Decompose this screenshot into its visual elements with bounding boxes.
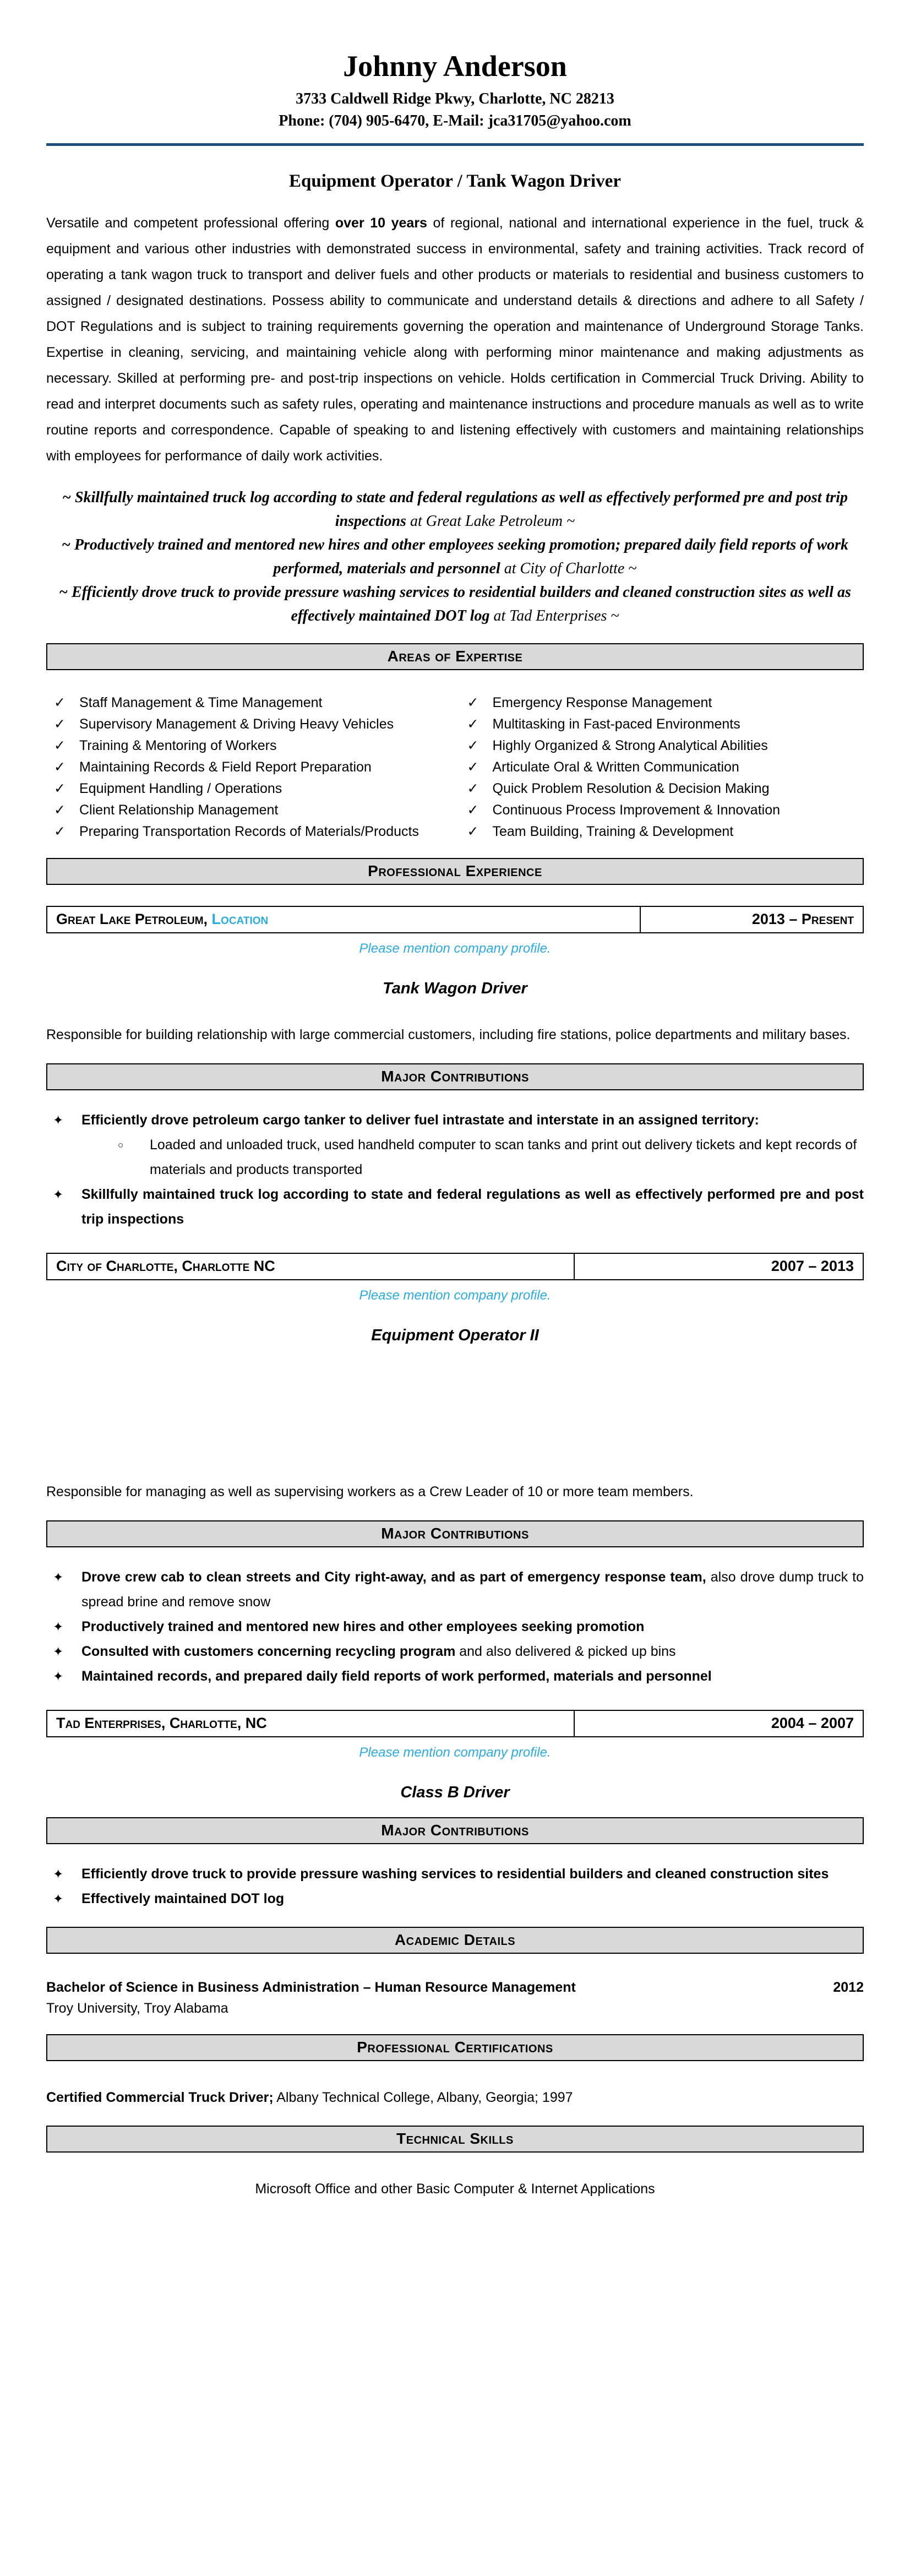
contribution-rest: and also delivered & picked up bins [455, 1644, 676, 1659]
summary-lead: Versatile and competent professional offering [46, 215, 335, 231]
expertise-item [54, 735, 451, 757]
certification-line [46, 2085, 864, 2110]
job-description: Responsible for building relationship with large commercial customers, including fire stations, police departments and military bases. [46, 1027, 851, 1042]
expertise-label: Client Relationship Management [79, 802, 279, 818]
contribution-bullet [53, 1887, 864, 1911]
company-name-cell [47, 1254, 575, 1279]
expertise-grid [46, 692, 864, 843]
contribution-text [81, 1639, 864, 1664]
expertise-item [54, 714, 451, 735]
check-icon: ✓ [467, 695, 479, 710]
certification-bold: Certified Commercial Truck Driver; [46, 2090, 274, 2105]
check-icon: ✓ [467, 824, 479, 839]
company-name-cell [47, 907, 641, 932]
section-header-academic-details: Academic Details [46, 1927, 864, 1954]
contribution-bold: Efficiently drove petroleum cargo tanker to deliver fuel intrastate and interstate in an assigned territory: [81, 1112, 759, 1128]
highlights-block [46, 486, 864, 628]
expertise-label: Highly Organized & Strong Analytical Abilities [492, 738, 768, 753]
company-row-tad-enterprises [46, 1710, 864, 1737]
check-icon: ✓ [467, 802, 479, 818]
star-bullet-icon: ✦ [53, 1187, 64, 1202]
company-location-placeholder: Location [211, 911, 269, 927]
expertise-label: Preparing Transportation Records of Materials/Products [79, 824, 419, 839]
check-icon: ✓ [467, 759, 479, 775]
expertise-label: Equipment Handling / Operations [79, 781, 282, 796]
contribution-sub-text: Loaded and unloaded truck, used handheld computer to scan tanks and print out delivery tickets and kept records of materials and products transported [150, 1137, 857, 1177]
expertise-item [54, 757, 451, 778]
expertise-label: Maintaining Records & Field Report Preparation [79, 759, 372, 775]
expertise-label: Multitasking in Fast-paced Environments [492, 716, 740, 732]
summary-rest: of regional, national and international experience in the fuel, truck & equipment and various other industries with demonstrated success in environmental, safety and training activities. Track record of operating a tank wagon truck to transport and deliver fuels and other products or materials to residential and business customers to assigned / designated destinations. Possess ability to communicate and understand details & directions and adhere to all Safety / DOT Regulations and is subject to training requirements governing the operation and maintenance of Underground Storage Tanks. Expertise in cleaning, servicing, and maintaining vehicle along with performing minor maintenance and making adjustments as necessary. Skilled at performing pre- and post-trip inspections on vehicle. Holds certification in Commercial Truck Driving. Ability to read and interpret documents such as safety rules, operating and maintenance instructions and procedure manuals as well as to write routine reports and correspondence. Capable of speaking to and listening effectively with customers and maintaining relationships with employees for performance of daily work activities. [46, 215, 864, 464]
contribution-sub-bullet [118, 1133, 864, 1182]
degree-title: Bachelor of Science in Business Administration – Human Resource Management [46, 1980, 576, 1995]
expertise-label: Articulate Oral & Written Communication [492, 759, 739, 775]
expertise-label: Team Building, Training & Development [492, 824, 734, 839]
highlight-3-bold: ~ Efficiently drove truck to provide pressure washing services to residential builders and cleaned construction sites as well as effectively maintained DOT log [59, 584, 851, 624]
company-dates: 2004 – 2007 [771, 1715, 854, 1731]
expertise-label: Continuous Process Improvement & Innovation [492, 802, 780, 818]
company-name: Tad Enterprises, Charlotte, NC [56, 1715, 267, 1731]
contribution-bold: Consulted with customers concerning recycling program [81, 1644, 456, 1659]
contribution-bold: Skillfully maintained truck log according to state and federal regulations as well as effectively performed pre and post trip inspections [81, 1187, 864, 1227]
contribution-text [81, 1615, 864, 1639]
role-title-tank-wagon-driver: Tank Wagon Driver [383, 980, 527, 997]
section-header-professional-certifications: Professional Certifications [46, 2034, 864, 2061]
contribution-bullet [53, 1108, 864, 1133]
expertise-item [54, 800, 451, 821]
contribution-bullet [53, 1615, 864, 1639]
contribution-rest: also drove dump truck to spread brine and remove snow [81, 1569, 864, 1610]
expertise-label: Supervisory Management & Driving Heavy Vehicles [79, 716, 394, 732]
star-bullet-icon: ✦ [53, 1619, 64, 1634]
contribution-bold: Drove crew cab to clean streets and City right-away, and as part of emergency response team, [81, 1569, 706, 1585]
company-row-city-of-charlotte [46, 1253, 864, 1280]
candidate-address: 3733 Caldwell Ridge Pkwy, Charlotte, NC 28213 [296, 90, 614, 107]
highlight-2-normal: at City of Charlotte ~ [500, 560, 637, 577]
expertise-item [467, 821, 864, 843]
company-dates: 2007 – 2013 [771, 1258, 854, 1274]
header-divider-rule [46, 143, 864, 146]
role-title-class-b-driver: Class B Driver [400, 1784, 510, 1801]
contribution-bullet [53, 1182, 864, 1232]
contribution-bold: Maintained records, and prepared daily field reports of work performed, materials and personnel [81, 1669, 712, 1684]
candidate-contact: Phone: (704) 905-6470, E-Mail: jca31705@yahoo.com [279, 112, 631, 129]
section-header-major-contributions-2: Major Contributions [46, 1520, 864, 1547]
page-break-gap [46, 1345, 864, 1455]
check-icon: ✓ [54, 759, 66, 775]
check-icon: ✓ [54, 738, 66, 753]
summary-paragraph [46, 210, 864, 469]
expertise-item [54, 692, 451, 714]
contribution-bullet [53, 1565, 864, 1615]
expertise-column-left [54, 692, 451, 843]
resume-job-title: Equipment Operator / Tank Wagon Driver [289, 171, 621, 191]
contribution-text [81, 1862, 864, 1887]
company-name: City of Charlotte, Charlotte NC [56, 1258, 275, 1274]
star-bullet-icon: ✦ [53, 1570, 64, 1584]
section-header-technical-skills: Technical Skills [46, 2126, 864, 2153]
summary-bold: over 10 years [335, 215, 427, 231]
check-icon: ✓ [54, 824, 66, 839]
expertise-column-right [467, 692, 864, 843]
expertise-item [54, 821, 451, 843]
star-bullet-icon: ✦ [53, 1867, 64, 1881]
highlight-1-normal: at Great Lake Petroleum ~ [406, 513, 575, 530]
section-header-major-contributions-1: Major Contributions [46, 1063, 864, 1090]
expertise-label: Training & Mentoring of Workers [79, 738, 277, 753]
company-profile-note: Please mention company profile. [359, 1288, 551, 1303]
check-icon: ✓ [54, 695, 66, 710]
check-icon: ✓ [54, 781, 66, 796]
certification-rest: Albany Technical College, Albany, Georgia; 1997 [273, 2090, 573, 2105]
section-header-major-contributions-3: Major Contributions [46, 1817, 864, 1844]
company-name-cell [47, 1711, 575, 1736]
contribution-text [81, 1565, 864, 1615]
check-icon: ✓ [54, 716, 66, 732]
expertise-label: Staff Management & Time Management [79, 695, 323, 710]
highlight-3-normal: at Tad Enterprises ~ [489, 607, 619, 624]
check-icon: ✓ [467, 716, 479, 732]
technical-skills-line: Microsoft Office and other Basic Computer & Internet Applications [255, 2181, 655, 2197]
expertise-item [467, 800, 864, 821]
contributions-list-1 [46, 1108, 864, 1232]
star-bullet-icon: ✦ [53, 1113, 64, 1127]
degree-row [46, 1977, 864, 1998]
check-icon: ✓ [467, 781, 479, 796]
expertise-label: Emergency Response Management [492, 695, 712, 710]
contribution-text [81, 1182, 864, 1232]
contribution-text [81, 1887, 864, 1911]
expertise-label: Quick Problem Resolution & Decision Making [492, 781, 770, 796]
contribution-bullet [53, 1862, 864, 1887]
company-profile-note: Please mention company profile. [359, 1745, 551, 1760]
company-profile-note: Please mention company profile. [359, 941, 551, 956]
expertise-item [467, 778, 864, 800]
contribution-bold: Productively trained and mentored new hires and other employees seeking promotion [81, 1619, 645, 1634]
contribution-bold: Effectively maintained DOT log [81, 1891, 285, 1906]
expertise-item [467, 757, 864, 778]
expertise-item [467, 714, 864, 735]
contribution-text [81, 1664, 864, 1689]
job-description: Responsible for managing as well as supervising workers as a Crew Leader of 10 or more team members. [46, 1484, 694, 1499]
contribution-text [81, 1108, 864, 1133]
candidate-name: Johnny Anderson [343, 50, 567, 83]
expertise-item [467, 692, 864, 714]
company-dates: 2013 – Present [751, 911, 854, 927]
section-header-areas-of-expertise: Areas of Expertise [46, 643, 864, 670]
contribution-bullet [53, 1664, 864, 1689]
expertise-item [467, 735, 864, 757]
section-header-professional-experience: Professional Experience [46, 858, 864, 885]
role-title-equipment-operator-ii: Equipment Operator II [371, 1327, 539, 1344]
company-row-great-lake-petroleum [46, 906, 864, 933]
contributions-list-2 [46, 1565, 864, 1689]
circle-bullet-icon: ○ [118, 1140, 124, 1150]
contributions-list-3 [46, 1862, 864, 1911]
contribution-bullet [53, 1639, 864, 1664]
check-icon: ✓ [467, 738, 479, 753]
star-bullet-icon: ✦ [53, 1892, 64, 1906]
degree-year: 2012 [833, 1980, 864, 1995]
school-name: Troy University, Troy Alabama [46, 2001, 228, 2016]
expertise-item [54, 778, 451, 800]
company-name: Great Lake Petroleum, [56, 911, 212, 927]
resume-header [46, 50, 864, 132]
check-icon: ✓ [54, 802, 66, 818]
highlight-2-bold: ~ Productively trained and mentored new hires and other employees seeking promotion; prepared daily field reports of work performed, materials and personnel [61, 536, 849, 577]
star-bullet-icon: ✦ [53, 1644, 64, 1659]
contribution-bold: Efficiently drove truck to provide pressure washing services to residential builders and cleaned construction sites [81, 1866, 829, 1882]
star-bullet-icon: ✦ [53, 1669, 64, 1683]
highlight-1-bold: ~ Skillfully maintained truck log according to state and federal regulations as well as effectively performed pre and post trip inspections [62, 489, 848, 530]
